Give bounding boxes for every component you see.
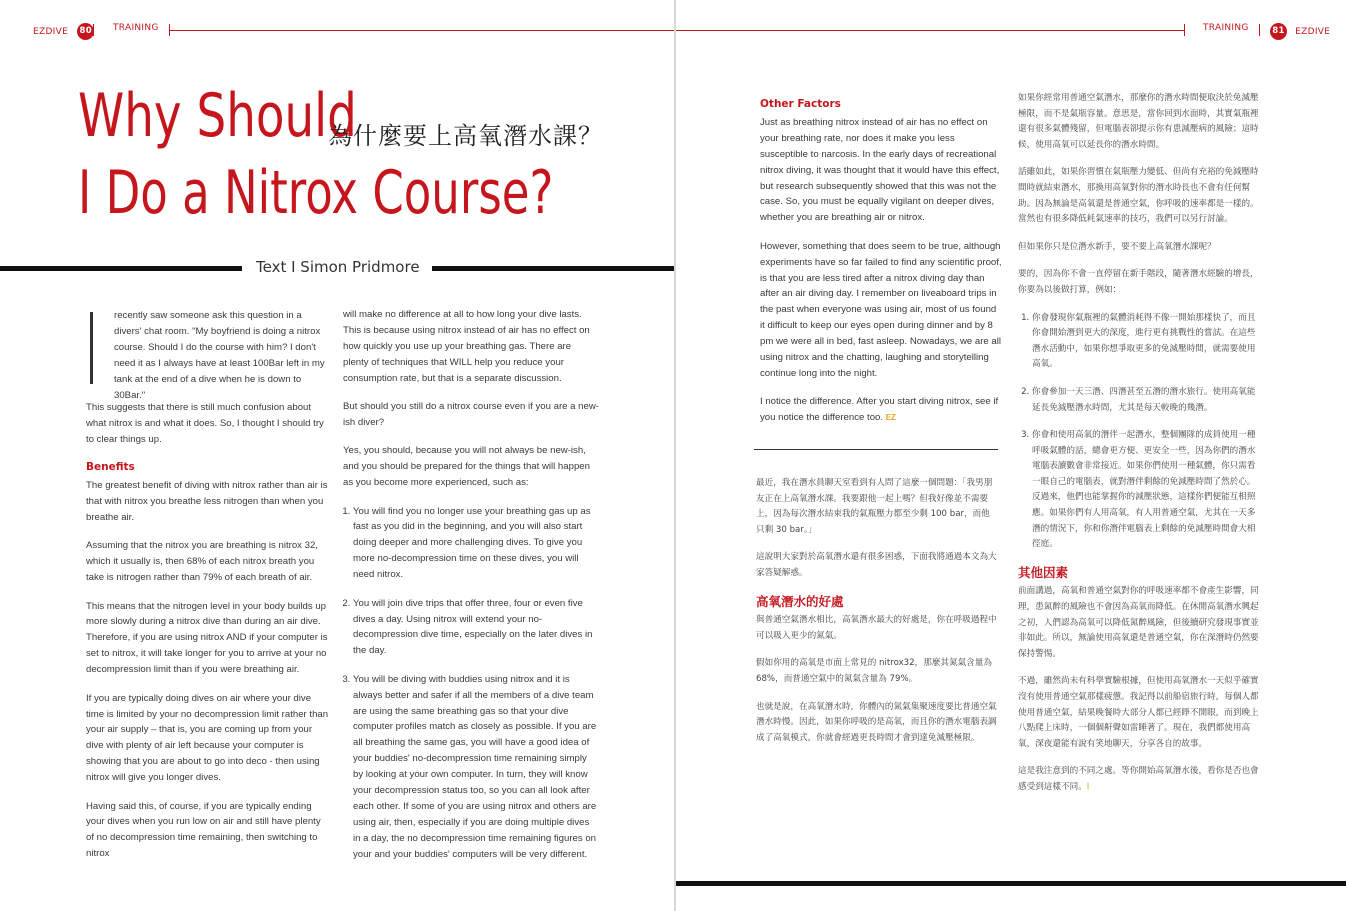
paragraph: 最近，我在潛水員聊天室看到有人問了這麼一個問題：「我男朋友正在上高氧潛水課。我要跟他一起上嗎？但我好像並不需要上，因為每次潛水結束我的氣瓶壓力都至少剩 100 bar，而他只剩 30 bar。」	[756, 478, 993, 535]
header-rule	[169, 30, 674, 31]
right-page	[676, 0, 1346, 911]
brand-name: EZDIVE	[1295, 27, 1331, 37]
benefit-list	[343, 504, 599, 863]
list-item: 3. 你會和使用高氧的潛伴一起潛水，整個團隊的成員使用一種呼吸氣體的話，總會更方便、更安全一些，因為你們的潛水電腦表讀數會非常接近。如果你們使用一種氣體，你只需看一眼自己的電腦表，就對潛伴剩餘的免減壓時間了然於心。反過來，他們也能掌握你的減壓狀態，這樣你們便能互相照應。如果你們有人用高氧，有人用普通空氣，尤其在一天多潛的情況下，你和你潛伴電腦表上剩餘的免減壓時間會大相徑庭。	[1032, 428, 1264, 553]
column-1	[86, 400, 330, 875]
chinese-benefit-list	[1018, 311, 1264, 553]
pull-quote	[90, 308, 330, 403]
chinese-column-3	[756, 476, 998, 758]
paragraph	[760, 394, 1002, 426]
paragraph: The greatest benefit of diving with nitrox rather than air is that with nitrox you breathe less nitrogen than when you breathe air.	[86, 480, 328, 523]
paragraph: Yes, you should, because you will not always be new-ish, and you should be prepared for the things that will happen as you become more experienced, such as:	[343, 445, 590, 489]
paragraph: 要的，因為你不會一直停留在新手階段，隨著潛水經驗的增長，你要為以後做打算，例如：	[1018, 269, 1259, 295]
column-3	[760, 97, 1002, 439]
quote-text: recently saw someone ask this question in a divers' chat room. "My boyfriend is doing a nitrox course. Should I do the course with him? I don't need it as I always have at least 100Bar left in my tank at the end of a dive when he is down to 30Bar."	[114, 310, 325, 401]
byline-rule-right	[432, 266, 674, 271]
left-header	[33, 23, 94, 40]
paragraph: 但如果你只是位潛水新手，要不要上高氧潛水課呢？	[1018, 241, 1216, 252]
paragraph: Assuming that the nitrox you are breathing is nitrox 32, which it usually is, then 68% of each nitrox breath you take is nitrogen rather than 79% of each breath of air.	[86, 540, 318, 584]
quote-bar	[90, 312, 93, 384]
paragraph: 與普通空氣潛水相比，高氧潛水最大的好處是，你在呼吸過程中可以吸入更少的氮氣。	[756, 615, 997, 641]
paragraph: 話雖如此，如果你習慣在氣瓶壓力變低、但尚有充裕的免減壓時間時就結束潛水，那換用高氧對你的潛水時長也不會有任何幫助。因為無論是高氧還是普通空氣，你呼吸的速率都是一樣的。當然也有很多降低耗氣速率的技巧，我們可以另行討論。	[1018, 167, 1259, 225]
paragraph: 假如你用的高氧是市面上常見的 nitrox32，那麼其氮氣含量為 68%，而普通空氣中的氮氣含量為 79%。	[756, 658, 992, 684]
page-number: 80	[77, 23, 94, 40]
closing-line: I notice the difference. After you start diving nitrox, see if you notice the difference too.	[760, 396, 999, 424]
other-factors-heading: Other Factors	[760, 98, 841, 110]
paragraph: Just as breathing nitrox instead of air has no effect on your breathing rate, nor does it make you less susceptible to narcosis. In the early days of recreational nitrox diving, it was thought that it would have this effect, but research subsequently showed that this was not the case. So, you must be equally vigilant on deeper dives, whether you are breathing air or nitrox.	[760, 116, 1000, 224]
paragraph: 不過，雖然尚未有科學實驗根據，但使用高氧潛水一天似乎確實沒有使用普通空氣那樣疲憊。我記得以前船宿旅行時，每個人都使用普通空氣，結果晚餐時大部分人都已經睜不開眼，而到晚上八點爬上床時，一個個鼾聲如雷睡著了。現在，我們都使用高氧，深夜還能有說有笑地聊天，分享各自的故事。	[1018, 676, 1259, 749]
brand-name: EZDIVE	[33, 27, 69, 37]
paragraph: 這說明大家對於高氧潛水還有很多困惑，下面我將通過本文為大家答疑解惑。	[756, 552, 997, 578]
right-header	[1270, 23, 1330, 40]
column-2	[343, 307, 599, 875]
page-number: 81	[1270, 23, 1287, 40]
ez-end-mark: EZ	[885, 413, 896, 423]
section-divider	[754, 449, 998, 450]
paragraph: Having said this, of course, if you are typically ending your dives when you run low on air and still have plenty of no decompression time remaining, then switching to nitrox	[86, 800, 321, 860]
footer-rule	[676, 881, 1346, 886]
list-item: 1. 你會發現你氣瓶裡的氣體消耗得不像一開始那樣快了，而且你會開始潛到更大的深度，進行更有挑戰性的嘗試。在這些潛水活動中，如果你想爭取更多的免減壓時間，就需要使用高氧。	[1032, 311, 1264, 373]
chinese-benefits-heading: 高氧潛水的好處	[756, 593, 844, 609]
byline-rule-left	[0, 266, 242, 271]
list-item: 3. You will be diving with buddies using nitrox and it is always better and safer if all the members of a dive team are using the same breathing gas so that your dive computer profiles match as closely as possible. If you are all breathing the same gas, you will have a good idea of your buddies' no-decompression time remaining simply by looking at your own computer. In turn, they will know your decompression status too, so you can all look after each other. If some of you are using nitrox and others are using air, then, especially if you are doing multiple dives in a day, the no decompression time remaining figures on your and your buddies' computers will be very different.	[353, 672, 599, 863]
paragraph: If you are typically doing dives on air where your dive time is limited by your no decompression limit rather than your air supply – that is, you are coming up from your dive with plenty of air left because your computer is showing that you are about to go into deco - then using nitrox will give you longer dives.	[86, 692, 329, 784]
closing-line: 這是我注意到的不同之處。等你開始高氧潛水後，看你是否也會感受到這樣不同。	[1018, 766, 1259, 792]
paragraph: This suggests that there is still much confusion about what nitrox is and what it does. So, I thought I should try to clear things up.	[86, 402, 324, 445]
paragraph: 也就是說，在高氧潛水時，你體內的氮氣集聚速度要比普通空氣潛水時慢。因此，如果你呼吸的是高氧，而且你的潛水電腦表調成了高氧模式，你就會經過更長時間才會到達免減壓極限。	[756, 701, 997, 743]
article-title-line2: I Do a Nitrox Course?	[78, 158, 554, 228]
paragraph: But should you still do a nitrox course even if you are a new-ish diver?	[343, 401, 599, 428]
header-divider	[93, 24, 94, 36]
paragraph: This means that the nitrogen level in your body builds up more slowly during a nitrox dive than during an air dive. Therefore, if you are using nitrox AND if your computer is set to nitrox, it will take longer for you to arrive at your no decompression limit than if you were breathing air.	[86, 600, 328, 676]
section-label: TRAINING	[1203, 23, 1249, 33]
chinese-other-factors-heading: 其他因素	[1018, 564, 1069, 580]
paragraph: However, something that does seem to be true, although experiments have so far failed to find any scientific proof, is that you are less tired after a nitrox diving day than after an air diving day. I remember on liveaboard trips in the past when everyone was using air, most of us found it difficult to keep our eyes open during dinner and by 8 pm we were all in bed, fast asleep. Nowadays, we are all using nitrox and the chatting, laughing and storytelling continue long into the night.	[760, 240, 1002, 379]
benefits-heading: Benefits	[86, 461, 135, 474]
chinese-end-mark: I	[1086, 781, 1090, 792]
list-item: 2. You will join dive trips that offer three, four or even five dives a day. Using nitrox will extend your no-decompression dive time, especially on the later dives in the day.	[353, 596, 599, 660]
paragraph: 前面講過，高氧和普通空氣對你的呼吸速率都不會產生影響，同理，患氮醉的風險也不會因為高氧而降低。在休閒高氧潛水興起之初，人們認為高氧可以降低氮醉風險，但後續研究發現事實並非如此。所以，無論使用高氧還是普通空氣，你在深潛時仍然要保持警惕。	[1018, 586, 1259, 659]
header-rule	[676, 30, 1185, 31]
list-item: 1. You will find you no longer use your breathing gas up as fast as you did in the beginning, and you will also start doing deeper and more challenging dives. To give you more no-decompression time on these dives, you will need nitrox.	[353, 504, 599, 584]
byline: Text I Simon Pridmore	[256, 258, 420, 276]
paragraph: 如果你經常用普通空氣潛水，那麼你的潛水時間便取決於免減壓極限，而不是氣瓶容量。意思是，當你回到水面時，其實氣瓶裡還有很多氣體殘留，但電腦表卻提示你有患減壓病的風險；這時候，使用高氧可以延長你的潛水時間。	[1018, 93, 1259, 150]
paragraph: will make no difference at all to how long your dive lasts. This is because using nitrox instead of air has no effect on how quickly you use up your breathing gas. There are plenty of techniques that WILL help you reduce your consumption rate, but that is a separate discussion.	[343, 309, 590, 384]
header-divider	[1184, 24, 1185, 36]
article-title-line1: Why Should	[78, 81, 357, 151]
section-label: TRAINING	[113, 23, 159, 33]
chinese-column-4	[1018, 91, 1264, 808]
article-title-chinese: 為什麼要上高氧潛水課？	[328, 122, 603, 150]
list-item: 2. 你會參加一天三潛、四潛甚至五潛的潛水旅行。使用高氧能延長免減壓潛水時間，尤其是每天較晚的幾潛。	[1032, 385, 1264, 416]
paragraph	[1018, 764, 1264, 795]
header-divider	[1259, 24, 1260, 36]
